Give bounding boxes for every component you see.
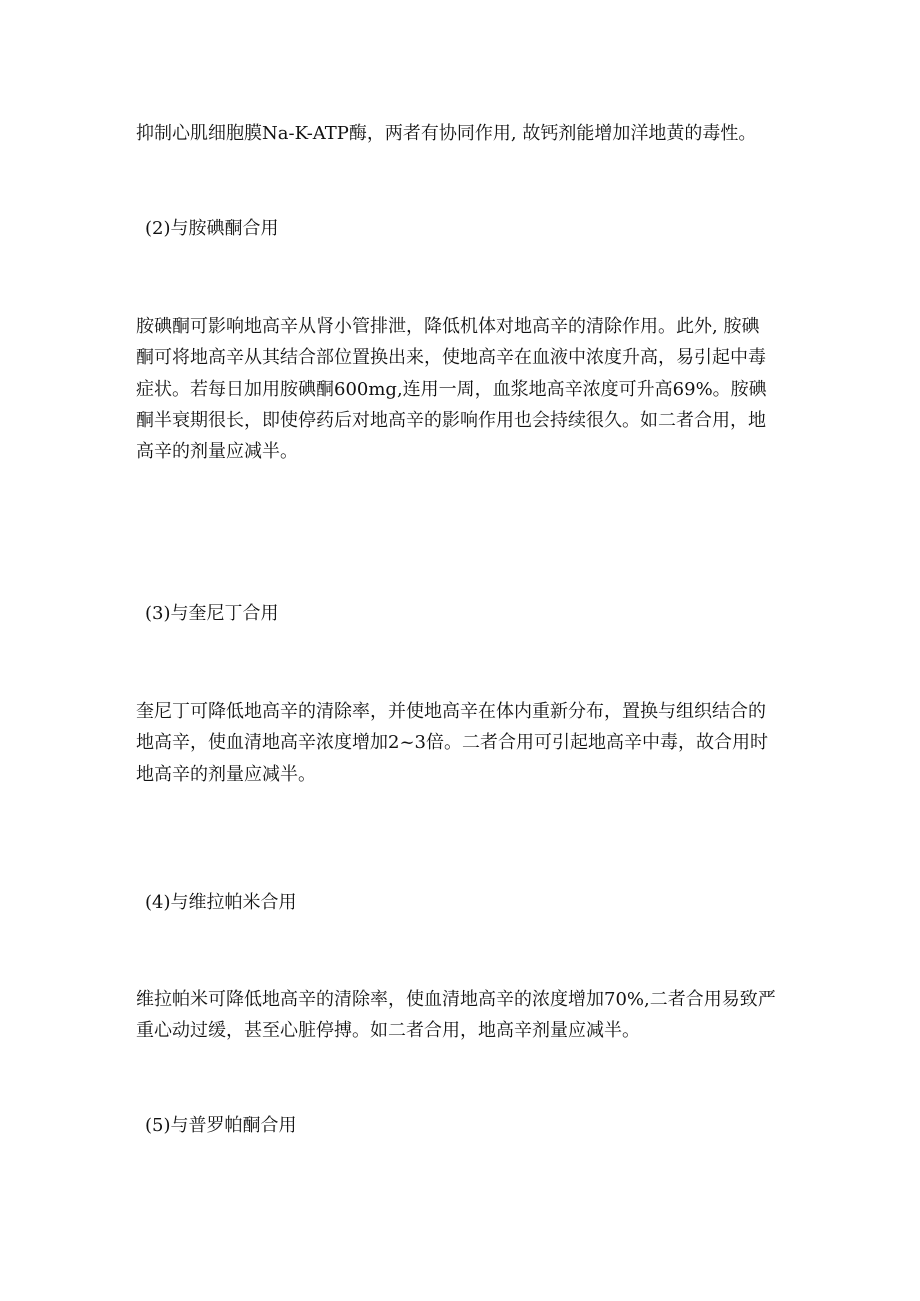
text-line: 胺碘酮可影响地高辛从肾小管排泄，降低机体对地高辛的清除作用。此外, 胺碘 (136, 316, 760, 337)
text-line: 维拉帕米可降低地高辛的清除率，使血清地高辛的浓度增加70%,二者合用易致严 (136, 989, 776, 1010)
text-line: 地高辛，使血清地高辛浓度增加2~3倍。二者合用可引起地高辛中毒，故合用时 (136, 732, 768, 754)
text-line: 症状。若每日加用胺碘酮600mg,连用一周，血浆地高辛浓度可升高69%。胺碘 (136, 378, 767, 400)
paragraph-calcium-effect (136, 118, 796, 149)
text-line: 高辛的剂量应减半。 (136, 441, 298, 463)
text-line: 重心动过缓，甚至心脏停搏。如二者合用，地高辛剂量应减半。 (136, 1020, 640, 1042)
text-line: (2)与胺碘酮合用 (145, 218, 279, 239)
paragraph-quinidine (136, 696, 796, 790)
text-line: 奎尼丁可降低地高辛的清除率，并使地高辛在体内重新分布，置换与组织结合的 (136, 701, 766, 722)
text-line: 酮可将地高辛从其结合部位置换出来，使地高辛在血液中浓度升高，易引起中毒 (136, 347, 766, 369)
text-line: 地高辛的剂量应减半。 (136, 763, 316, 785)
section-heading-propafenone (145, 1110, 805, 1141)
paragraph-amiodarone (136, 311, 796, 467)
paragraph-verapamil (136, 984, 796, 1047)
text-line: 抑制心肌细胞膜Na-K-ATP酶，两者有协同作用, 故钙剂能增加洋地黄的毒性。 (136, 123, 757, 144)
text-line: (4)与维拉帕米合用 (145, 892, 297, 913)
text-line: 酮半衰期很长，即使停药后对地高辛的影响作用也会持续很久。如二者合用，地 (136, 409, 766, 431)
text-line: (3)与奎尼丁合用 (145, 603, 279, 624)
section-heading-amiodarone (145, 213, 805, 244)
section-heading-quinidine (145, 598, 805, 629)
section-heading-verapamil (145, 887, 805, 918)
text-line: (5)与普罗帕酮合用 (145, 1115, 297, 1136)
